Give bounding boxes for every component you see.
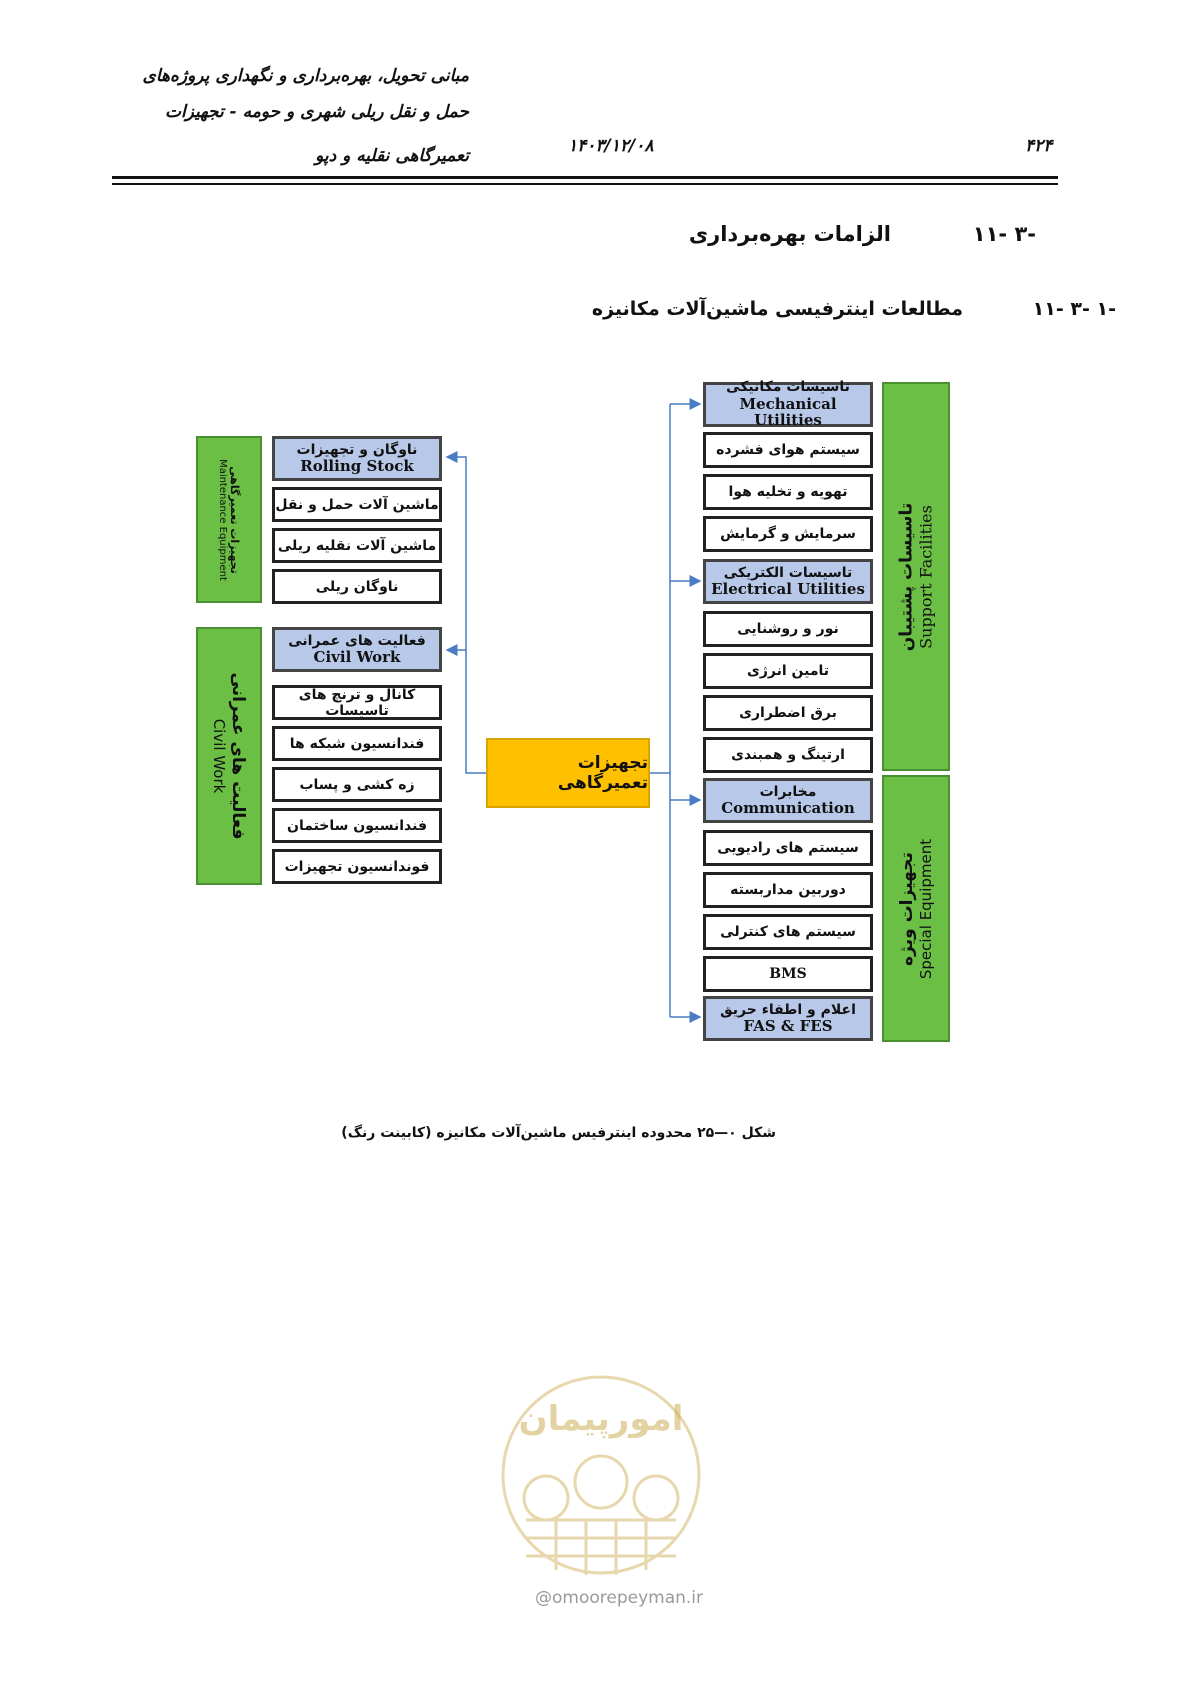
- section-number: -۳ -۱۱: [972, 222, 1036, 246]
- header-title-line1: مبانی تحویل، بهره‌برداری و نگهداری پروژه‌های: [142, 66, 469, 86]
- list-item: ماشین آلات حمل و نقل: [272, 487, 442, 522]
- header-fa: فعالیت های عمرانی: [288, 632, 426, 649]
- header-fa: ناوگان و تجهیزات: [296, 441, 418, 458]
- list-item: فندانسیون ساختمان: [272, 808, 442, 843]
- subsection-title: مطالعات اینترفیسی ماشین‌آلات مکانیزه: [591, 298, 963, 320]
- header-en: Electrical Utilities: [711, 579, 865, 598]
- list-item: سرمایش و گرمایش: [703, 516, 873, 552]
- header-fa: اعلام و اطفاء حریق: [720, 1001, 856, 1018]
- list-item: BMS: [703, 956, 873, 992]
- side-label-fa: فعالیت های عمرانی: [228, 672, 248, 840]
- side-panel-special: [882, 775, 950, 1042]
- side-label-en: Special Equipment: [917, 838, 935, 979]
- figure-caption: شکل ۰—۲۵ محدوده اینترفیس ماشین‌آلات مکانیزه (کابینت رنگ): [341, 1125, 776, 1141]
- header-fa: تاسیسات مکانیکی: [726, 379, 850, 396]
- list-item: تامین انرژی: [703, 653, 873, 689]
- side-label-fa: تجهیزات تعمیرگاهی: [228, 465, 241, 574]
- header-fa: تاسیسات الکتریکی: [723, 564, 853, 581]
- civil-work-header: [272, 627, 442, 672]
- list-item: نور و روشنایی: [703, 611, 873, 647]
- watermark-logo: [496, 1370, 706, 1580]
- list-item: زه کشی و پساب: [272, 767, 442, 802]
- watermark-url: omoorepeyman.ir: [552, 1588, 704, 1608]
- list-item: برق اضطراری: [703, 695, 873, 731]
- watermark-text: [535, 1588, 703, 1608]
- side-panel-maintenance: [196, 436, 262, 603]
- list-item: تهویه و تخلیه هوا: [703, 474, 873, 510]
- list-item: سیستم هوای فشرده: [703, 432, 873, 468]
- side-panel-civil: [196, 627, 262, 885]
- header-title-line3: تعمیرگاهی نقلیه و دپو: [315, 146, 469, 166]
- list-item: دوربین مداربسته: [703, 872, 873, 908]
- at-icon: @: [535, 1588, 552, 1608]
- section-title: الزامات بهره‌برداری: [688, 222, 891, 246]
- header-en: Civil Work: [313, 647, 401, 666]
- side-panel-support: [882, 382, 950, 771]
- header-date: ۱۴۰۳/۱۲/۰۸: [568, 136, 654, 156]
- list-item: سیستم های کنترلی: [703, 914, 873, 950]
- header-en: Rolling Stock: [300, 456, 414, 475]
- header-fa: مخابرات: [759, 783, 817, 800]
- side-label-fa: تجهیزات ویژه: [897, 851, 917, 966]
- header-title-line2: حمل و نقل ریلی شهری و حومه - تجهیزات: [164, 102, 469, 122]
- list-item: فوندانسیون تجهیزات: [272, 849, 442, 884]
- list-item: سیستم های رادیویی: [703, 830, 873, 866]
- mechanical-header: [703, 379, 873, 430]
- side-label-fa: تاسیسات پشتیبان: [896, 502, 917, 651]
- list-item: ناوگان ریلی: [272, 569, 442, 604]
- list-item: ارتینگ و همبندی: [703, 737, 873, 773]
- center-box: تجهیزات تعمیرگاهی: [486, 738, 650, 808]
- page-number: ۴۲۴: [1025, 136, 1053, 156]
- list-item: ماشین آلات نقلیه ریلی: [272, 528, 442, 563]
- header-en: Mechanical Utilities: [739, 394, 837, 430]
- side-label-en: Civil Work: [210, 718, 228, 794]
- subsection-number: -۱ -۳ -۱۱: [1032, 298, 1116, 320]
- electrical-header: [703, 559, 873, 604]
- fire-header: [703, 996, 873, 1041]
- list-item: کانال و ترنچ های تاسیسات: [272, 685, 442, 720]
- watermark-logo-text: امورپیمان: [518, 1399, 684, 1439]
- list-item: فندانسیون شبکه ها: [272, 726, 442, 761]
- rolling-stock-header: [272, 436, 442, 481]
- side-label-en: Support Facilities: [916, 504, 936, 649]
- communication-header: [703, 778, 873, 823]
- header-en: Communication: [721, 798, 855, 817]
- side-label-en: Maintenance Equipment: [217, 458, 228, 581]
- connector-center-left: [447, 457, 486, 773]
- header-en: FAS & FES: [743, 1016, 833, 1035]
